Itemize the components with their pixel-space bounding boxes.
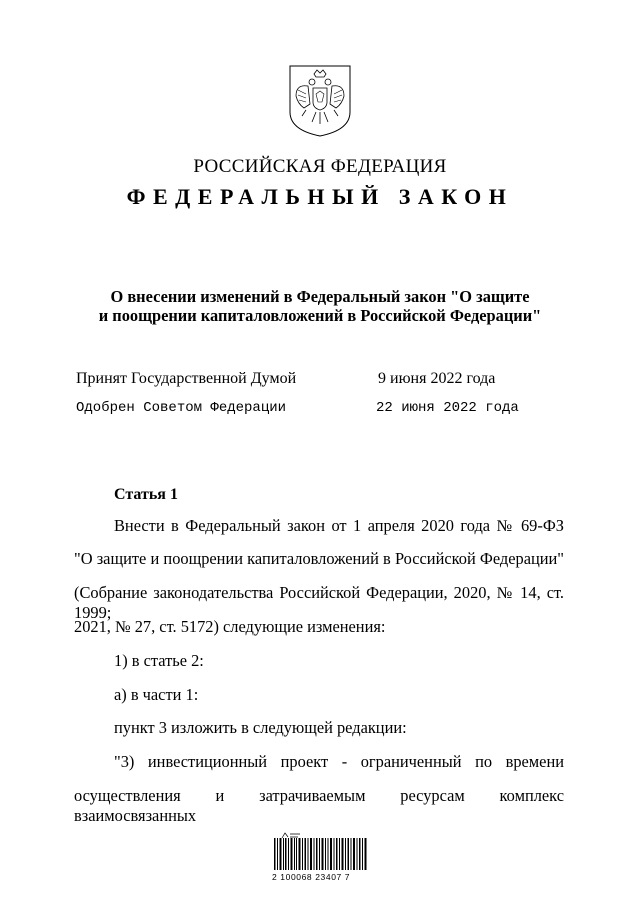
quote-line-1: "3) инвестиционный проект - ограниченный по времени: [114, 752, 564, 771]
state-name: РОССИЙСКАЯ ФЕДЕРАЦИЯ: [193, 156, 447, 177]
coat-of-arms-emblem: [288, 64, 352, 138]
council-approval-label: Одобрен Советом Федерации: [76, 400, 287, 416]
article-title: Статья 1: [114, 486, 178, 503]
barcode-number: 2 100068 23407 7: [272, 872, 351, 882]
law-subject: [0, 287, 640, 325]
law-subject-line-2: и поощрении капиталовложений в Российской Федерации": [98, 306, 542, 325]
duma-adoption-date: 9 июня 2022 года: [378, 370, 496, 387]
document-type: ФЕДЕРАЛЬНЫЙ ЗАКОН: [126, 184, 514, 209]
paragraph-1-line-1: Внести в Федеральный закон от 1 апреля 2020 года № 69-ФЗ: [114, 516, 564, 535]
item-1: 1) в статье 2:: [114, 651, 204, 670]
paragraph-1-line-3: (Собрание законодательства Российской Федерации, 2020, № 14, ст. 1999;: [74, 583, 564, 622]
item-point-3: пункт 3 изложить в следующей редакции:: [114, 718, 407, 737]
paragraph-1-line-4: 2021, № 27, ст. 5172) следующие изменения:: [74, 617, 386, 636]
duma-adoption-label: Принят Государственной Думой: [76, 370, 297, 387]
paragraph-1-line-2: "О защите и поощрении капиталовложений в Российской Федерации": [74, 549, 564, 568]
barcode-icon: [272, 838, 370, 874]
quote-line-2: осуществления и затрачиваемым ресурсам комплекс взаимосвязанных: [74, 786, 564, 825]
law-subject-line-1: О внесении изменений в Федеральный закон "О защите: [110, 287, 530, 306]
council-approval-date: 22 июня 2022 года: [376, 400, 519, 416]
item-1a: а) в части 1:: [114, 685, 199, 704]
